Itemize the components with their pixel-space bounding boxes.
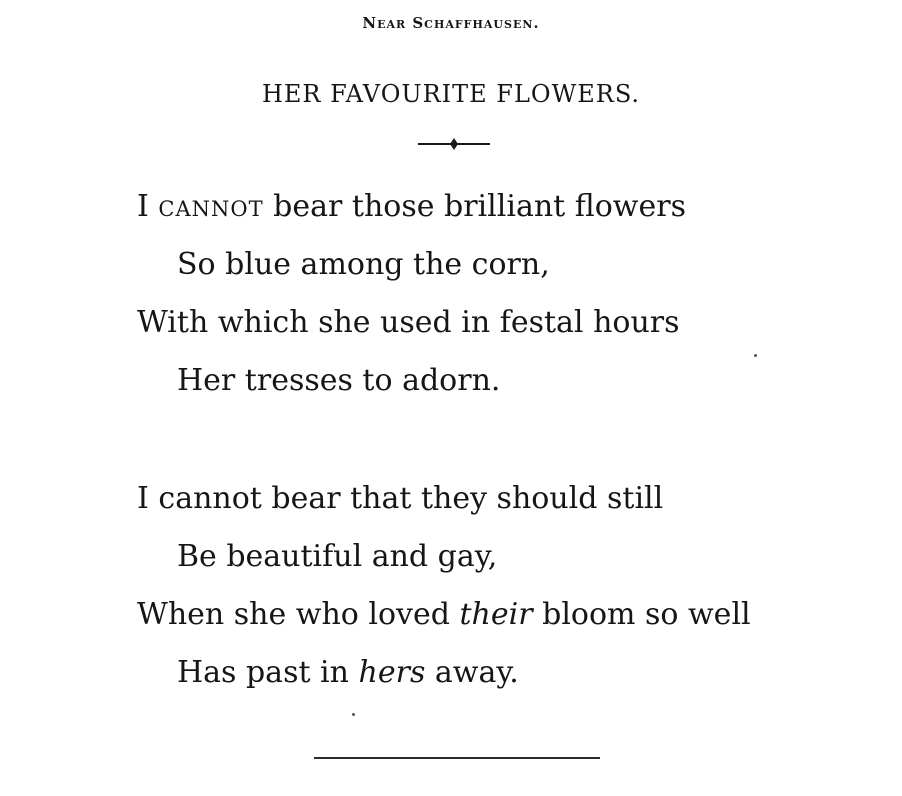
poem-line: With which she used in festal hours (137, 305, 680, 340)
stanza-2 (137, 470, 837, 702)
title-ornament (416, 137, 492, 151)
poem-line: Be beautiful and gay, (177, 539, 498, 574)
poem-title: HER FAVOURITE FLOWERS. (261, 80, 641, 108)
line-text: bloom so well (542, 597, 751, 632)
print-speck (352, 713, 355, 716)
running-head: Near Schaffhausen. (362, 14, 540, 32)
poem-line: Her tresses to adorn. (177, 363, 501, 398)
stanza-1 (137, 178, 837, 410)
poem-line (137, 178, 837, 236)
poem-line: I cannot bear that they should still (137, 481, 664, 516)
line-text: Has past in (177, 655, 349, 690)
poem-line (137, 644, 837, 702)
line-text: bear those brilliant flowers (273, 189, 686, 224)
line-text: When she who loved (137, 597, 450, 632)
line-text: away. (434, 655, 519, 690)
poem-line: So blue among the corn, (177, 247, 550, 282)
poem-line (137, 586, 837, 644)
small-caps-word: cannot (158, 189, 264, 224)
end-rule (314, 757, 600, 759)
italic-word: their (459, 597, 533, 632)
line-text: I (137, 189, 149, 224)
italic-word: hers (358, 655, 426, 690)
print-speck (754, 354, 757, 357)
